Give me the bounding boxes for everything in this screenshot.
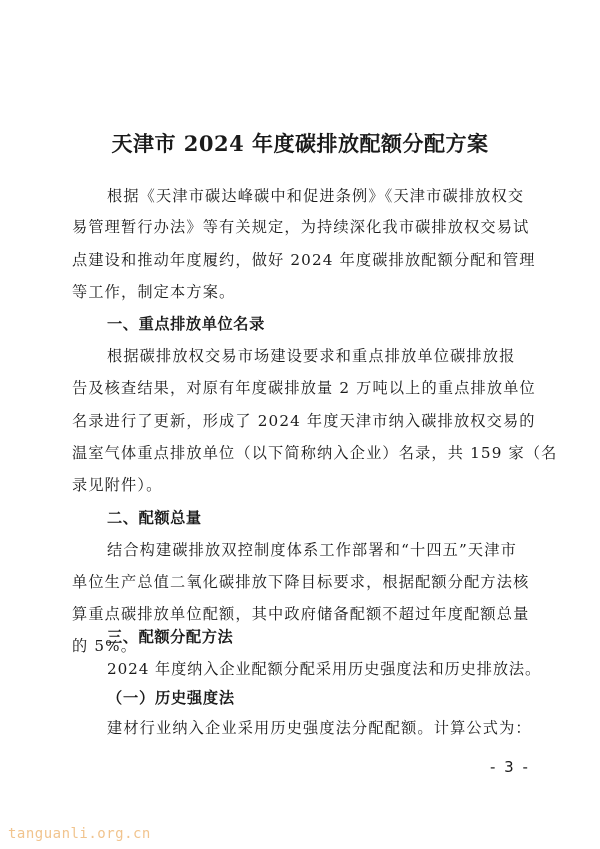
section-2-line-1: 结合构建碳排放双控制度体系工作部署和“十四五”天津市: [107, 541, 517, 559]
section-1-line-3: 名录进行了更新，形成了 2024 年度天津市纳入碳排放权交易的: [72, 412, 536, 430]
section-3-heading: 三、配额分配方法: [107, 628, 234, 646]
section-3-line-1: 2024 年度纳入企业配额分配采用历史强度法和历史排放法。: [107, 660, 542, 678]
section-2-line-2: 单位生产总值二氧化碳排放下降目标要求，根据配额分配方法核: [72, 573, 530, 591]
section-2-line-3: 算重点碳排放单位配额，其中政府储备配额不超过年度配额总量: [72, 605, 530, 623]
section-1-line-2: 告及核查结果，对原有年度碳排放量 2 万吨以上的重点排放单位: [72, 379, 536, 397]
intro-line-4: 等工作，制定本方案。: [72, 283, 236, 301]
intro-line-3: 点建设和推动年度履约，做好 2024 年度碳排放配额分配和管理: [72, 251, 536, 269]
intro-line-2: 易管理暂行办法》等有关规定，为持续深化我市碳排放权交易试: [72, 218, 530, 236]
section-2-line-4: 的 5%。: [72, 637, 138, 655]
section-1-line-5: 录见附件）。: [72, 476, 163, 494]
section-1-heading: 一、重点排放单位名录: [107, 315, 265, 333]
section-3-sub-line-1: 建材行业纳入企业采用历史强度法分配配额。计算公式为：: [107, 719, 532, 737]
intro-line-1: 根据《天津市碳达峰碳中和促进条例》《天津市碳排放权交: [107, 187, 525, 205]
page-number: - 3 -: [490, 758, 530, 776]
section-1-line-4: 温室气体重点排放单位（以下简称纳入企业）名录，共 159 家（名: [72, 444, 558, 462]
document-title: 天津市 2024 年度碳排放配额分配方案: [111, 131, 489, 156]
section-3-subheading: （一）历史强度法: [107, 689, 235, 707]
section-1-line-1: 根据碳排放权交易市场建设要求和重点排放单位碳排放报: [107, 347, 516, 365]
section-2-heading: 二、配额总量: [107, 509, 202, 527]
watermark-text: tanguanli.org.cn: [8, 826, 151, 842]
